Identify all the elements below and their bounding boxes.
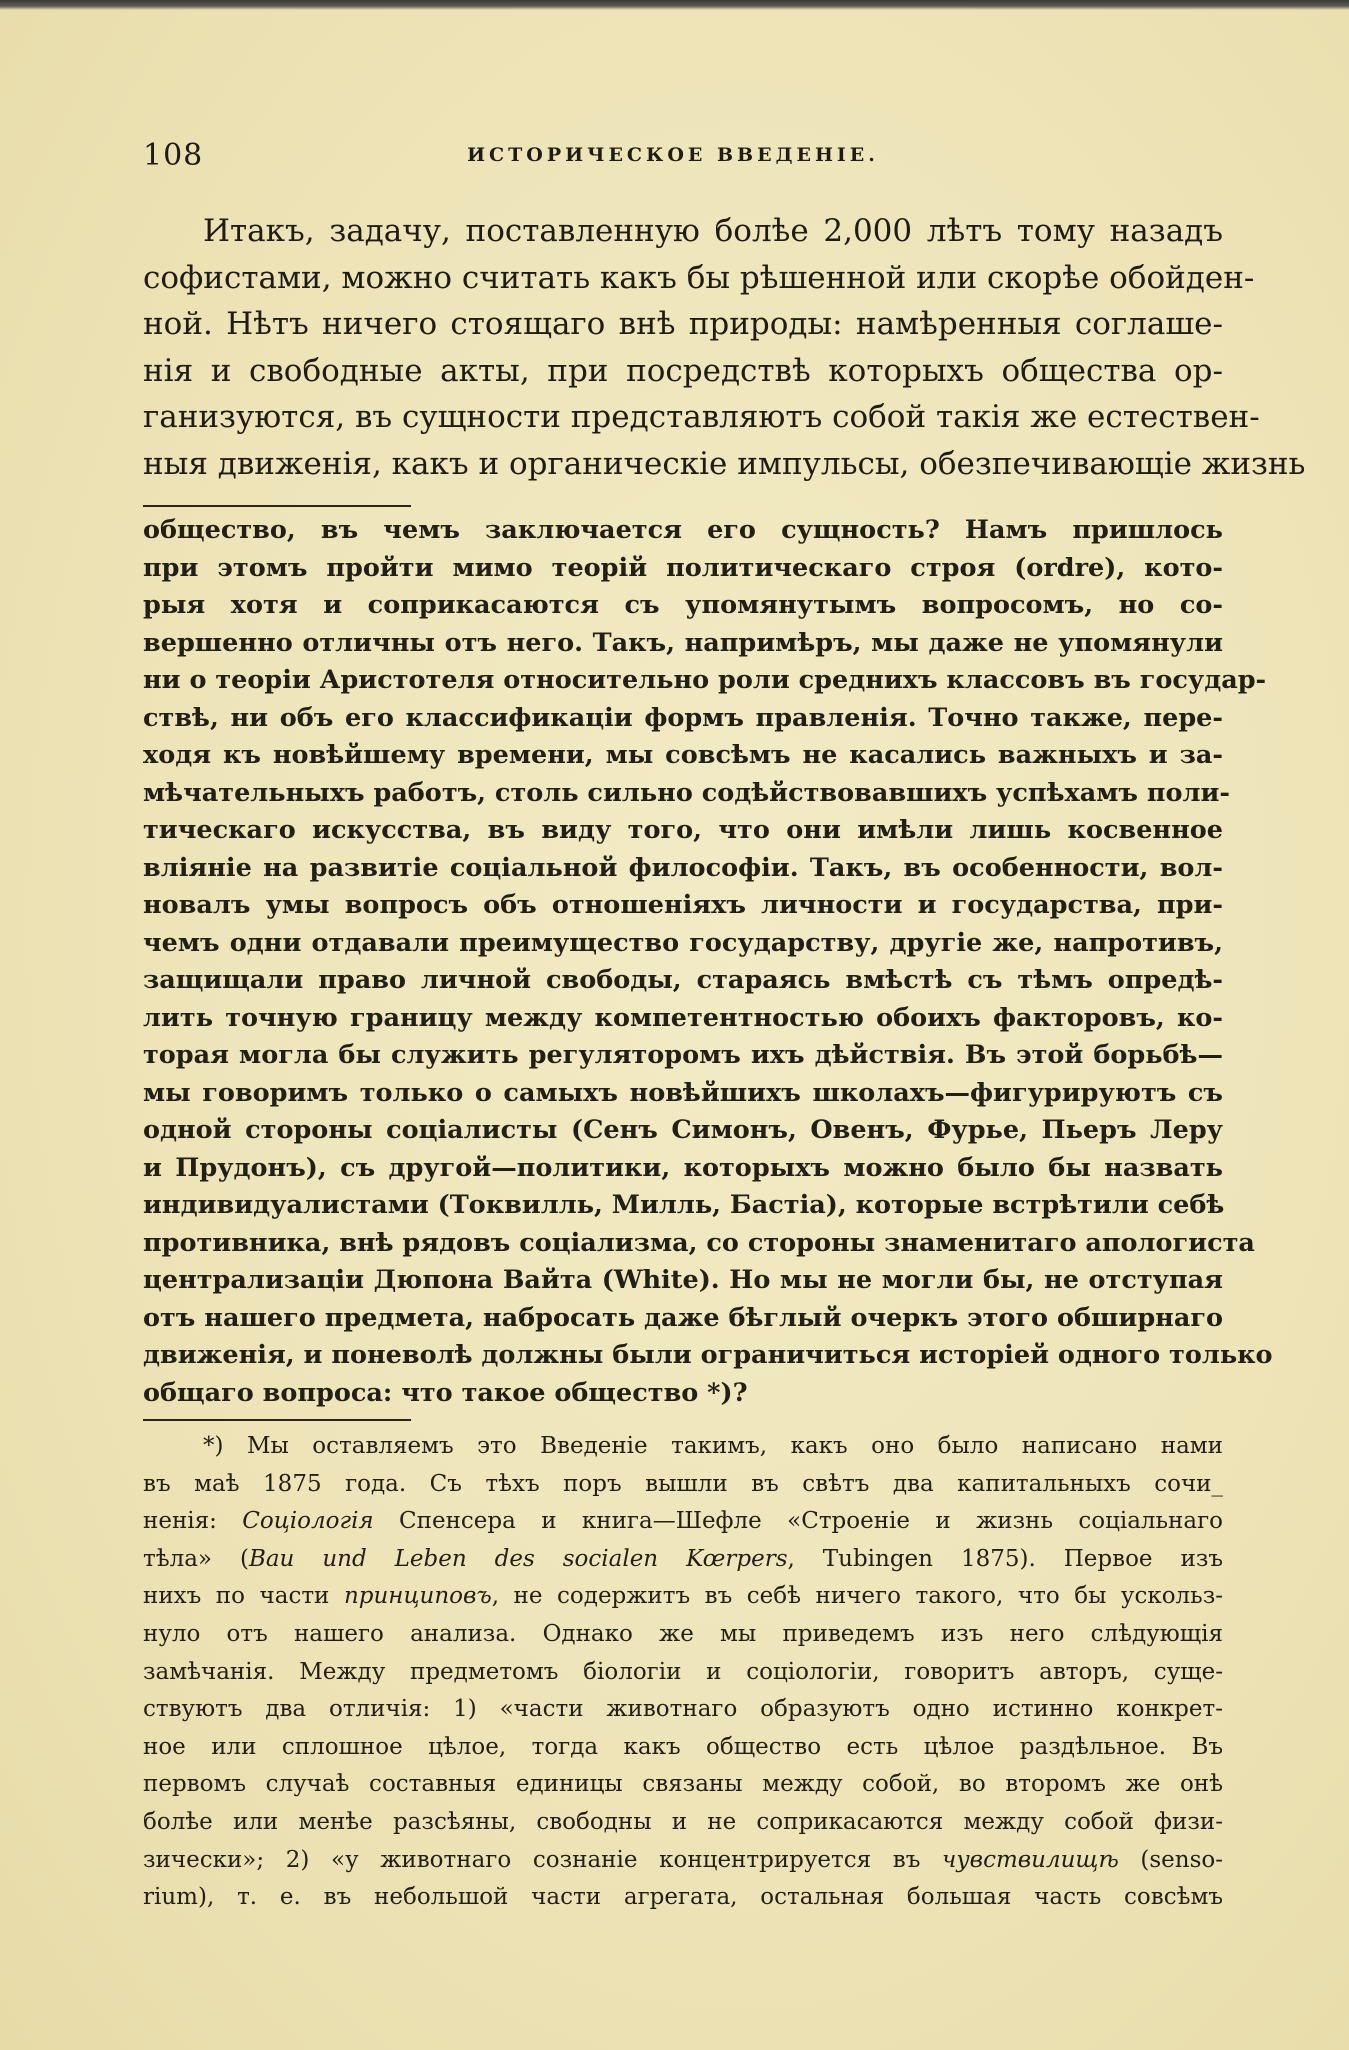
note-text-line: защищали право личной свободы, стараясь вмѣстѣ съ тѣмъ опредѣ- bbox=[143, 965, 1223, 995]
footnote-text: зически»; 2) «у животнаго сознаніе концентрируется въ bbox=[143, 1846, 943, 1873]
note-text-line: противника, внѣ рядовъ соціализма, со стороны знаменитаго апологиста bbox=[143, 1227, 1255, 1258]
main-text-line: софистами, можно считать какъ бы рѣшенной или скорѣе обойден- bbox=[143, 259, 1255, 296]
note-text-line: общество, въ чемъ заключается его сущность? Намъ пришлось bbox=[143, 515, 1223, 545]
main-text bbox=[143, 208, 1306, 487]
main-text-line: Итакъ, задачу, поставленную болѣе 2,000 лѣтъ тому назадъ bbox=[203, 213, 1223, 249]
note-text-line: вершенно отличны отъ него. Такъ, напримѣръ, мы даже не упомянули bbox=[143, 627, 1223, 658]
footnote-text: ненія: bbox=[143, 1508, 243, 1535]
main-text-line: ганизуются, въ сущности представляютъ собой такія же естествен- bbox=[143, 399, 1260, 435]
note-text-line: ствѣ, ни объ его классификаціи формъ правленія. Точно также, пере- bbox=[143, 702, 1223, 733]
footnote-text: , не содержитъ въ себѣ ничего такого, что бы ускольз- bbox=[491, 1583, 1224, 1610]
footnote-line: ствуютъ два отличія: 1) «части животнаго образуютъ одно истинно конкрет- bbox=[143, 1696, 1223, 1723]
note-text-line: при этомъ пройти мимо теорій политическаго строя (ordre), кото- bbox=[143, 552, 1223, 583]
footnote-line bbox=[143, 1541, 1223, 1579]
footnote-text: тѣла» ( bbox=[143, 1545, 249, 1572]
note-text-line: чемъ одни отдавали преимущество государству, другіе же, напротивъ, bbox=[143, 927, 1223, 958]
footnote-line: въ маѣ 1875 года. Съ тѣхъ поръ вышли въ свѣтъ два капитальныхъ сочи_ bbox=[143, 1470, 1223, 1497]
footnote-line: первомъ случаѣ составныя единицы связаны между собой, во второмъ же онѣ bbox=[143, 1771, 1223, 1798]
footnote-line: болѣе или менѣе разсѣяны, свободны и не соприкасаются между собой физи- bbox=[143, 1808, 1223, 1835]
footnote-italic: принциповъ bbox=[343, 1583, 492, 1610]
note-text-line: общаго вопроса: что такое общество *)? bbox=[143, 1377, 748, 1408]
main-text-line: нія и свободные акты, при посредствѣ которыхъ общества ор- bbox=[143, 352, 1223, 389]
footnote bbox=[143, 1428, 1223, 1917]
note-text-line: индивидуалистами (Токвилль, Милль, Бастіа), которые встрѣтили себѣ bbox=[143, 1190, 1225, 1220]
main-text-line: ныя движенія, какъ и органическіе импульсы, обезпечивающіе жизнь bbox=[143, 445, 1306, 482]
footnote-line bbox=[143, 1842, 1223, 1880]
note-separator bbox=[143, 505, 411, 507]
footnote-line: замѣчанія. Между предметомъ біологіи и соціологіи, говоритъ авторъ, суще- bbox=[143, 1658, 1223, 1685]
note-text-line: и Прудонъ), съ другой—политики, которыхъ можно было бы назвать bbox=[143, 1152, 1223, 1183]
note-text-line: централизаціи Дюпона Вайта (White). Но мы не могли бы, не отступая bbox=[143, 1265, 1223, 1295]
note-text-line: тическаго искусства, въ виду того, что они имѣли лишь косвенное bbox=[143, 815, 1223, 845]
footnote-text: (senso- bbox=[1118, 1846, 1224, 1873]
footnote-line: rium), т. е. въ небольшой части агрегата, остальная большая часть совсѣмъ bbox=[143, 1884, 1223, 1911]
footnote-line bbox=[143, 1578, 1223, 1616]
note-text-line: новалъ умы вопросъ объ отношеніяхъ личности и государства, при- bbox=[143, 890, 1223, 920]
footnote-line: нуло отъ нашего анализа. Однако же мы приведемъ изъ него слѣдующія bbox=[143, 1620, 1223, 1647]
note-text-line: отъ нашего предмета, набросать даже бѣглый очеркъ этого обширнаго bbox=[143, 1302, 1223, 1333]
footnote-italic: Соціологія bbox=[242, 1508, 374, 1535]
main-text-line: ной. Нѣтъ ничего стоящаго внѣ природы: намѣренныя соглаше- bbox=[143, 306, 1223, 342]
footnote-italic: Bau und Leben des socialen Kœrpers bbox=[248, 1545, 788, 1572]
note-text-line: одной стороны соціалисты (Сенъ Симонъ, Овенъ, Фурье, Пьеръ Леру bbox=[143, 1115, 1223, 1145]
footnote-line: ное или сплошное цѣлое, тогда какъ общество есть цѣлое раздѣльное. Въ bbox=[143, 1733, 1223, 1760]
note-text-line: движенія, и поневолѣ должны были ограничиться исторіей одного только bbox=[143, 1340, 1273, 1370]
note-text-line: ходя къ новѣйшему времени, мы совсѣмъ не касались важныхъ и за- bbox=[143, 740, 1223, 770]
page-header bbox=[143, 138, 1203, 174]
footnote-separator bbox=[143, 1419, 411, 1421]
note-text-line: вліяніе на развитіе соціальной философіи. Такъ, въ особенности, вол- bbox=[143, 852, 1223, 883]
page-number: 108 bbox=[143, 138, 204, 173]
footnote-italic: чувствилищѣ bbox=[942, 1846, 1119, 1873]
note-text-line: ни о теоріи Аристотеля относительно роли среднихъ классовъ въ государ- bbox=[143, 665, 1267, 695]
note-text bbox=[143, 512, 1273, 1412]
footnote-line bbox=[143, 1503, 1223, 1541]
note-text-line: лить точную границу между компетентностью обоихъ факторовъ, ко- bbox=[143, 1002, 1223, 1033]
note-text-line: мы говоримъ только о самыхъ новѣйшихъ школахъ—фигурируютъ съ bbox=[143, 1077, 1223, 1108]
footnote-text: нихъ по части bbox=[143, 1583, 344, 1610]
footnote-text: Спенсера и книга—Шефле «Строеніе и жизнь соціальнаго bbox=[373, 1508, 1223, 1535]
footnote-text: , Tubingen 1875). Первое изъ bbox=[787, 1545, 1223, 1572]
footnote-line: *) Мы оставляемъ это Введеніе такимъ, какъ оно было написано нами bbox=[203, 1433, 1223, 1459]
running-title: ИСТОРИЧЕСКОЕ ВВЕДЕНІЕ. bbox=[467, 144, 879, 166]
note-text-line: торая могла бы служить регуляторомъ ихъ дѣйствія. Въ этой борьбѣ— bbox=[143, 1040, 1223, 1070]
scan-top-edge bbox=[0, 0, 1349, 10]
note-text-line: рыя хотя и соприкасаются съ упомянутымъ вопросомъ, но со- bbox=[143, 590, 1223, 620]
note-text-line: мѣчательныхъ работъ, столь сильно содѣйствовавшихъ успѣхамъ поли- bbox=[143, 777, 1230, 808]
